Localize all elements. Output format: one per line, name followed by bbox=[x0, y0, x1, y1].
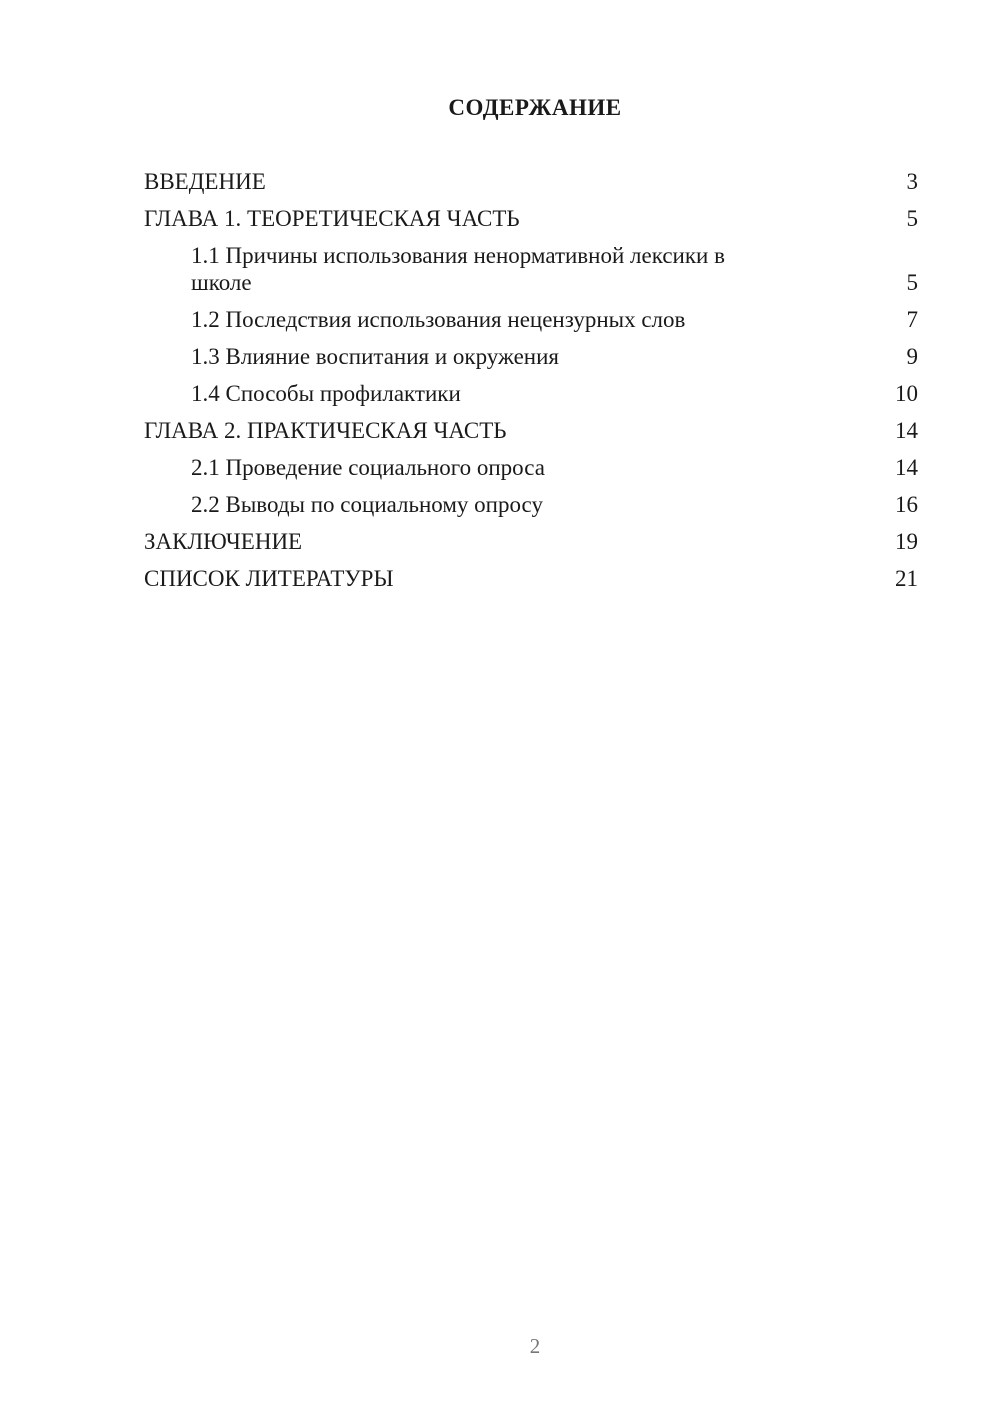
toc-entry-page: 10 bbox=[895, 381, 918, 406]
page-title: СОДЕРЖАНИЕ bbox=[448, 95, 622, 120]
toc-entry-section-2-1[interactable] bbox=[144, 454, 918, 481]
toc-entry-page: 16 bbox=[895, 492, 918, 517]
toc-entry-conclusion[interactable] bbox=[144, 528, 918, 555]
toc-entry-chapter-2[interactable] bbox=[144, 417, 918, 444]
toc-entry-label: 2.2 Выводы по социальному опросу bbox=[191, 492, 543, 517]
toc-entry-label: 1.4 Способы профилактики bbox=[191, 381, 461, 406]
toc-entry-section-1-1[interactable] bbox=[144, 242, 918, 296]
toc-entry-page: 7 bbox=[906, 307, 918, 332]
toc-entry-page: 3 bbox=[906, 169, 918, 194]
toc-entry-page: 21 bbox=[895, 566, 918, 591]
toc-entry-page: 9 bbox=[906, 344, 918, 369]
toc-entry-section-2-2[interactable] bbox=[144, 491, 918, 518]
toc-entry-label: ЗАКЛЮЧЕНИЕ bbox=[144, 529, 303, 554]
toc-entry-page: 5 bbox=[906, 270, 918, 295]
toc-entry-label: 2.1 Проведение социального опроса bbox=[191, 455, 545, 480]
toc-entry-section-1-3[interactable] bbox=[144, 343, 918, 370]
toc-entry-page: 14 bbox=[895, 418, 918, 443]
toc-entry-label: ВВЕДЕНИЕ bbox=[144, 169, 266, 194]
toc-entry-label: ГЛАВА 2. ПРАКТИЧЕСКАЯ ЧАСТЬ bbox=[144, 418, 507, 443]
toc-entry-page: 19 bbox=[895, 529, 918, 554]
toc-entry-label: 1.3 Влияние воспитания и окружения bbox=[191, 344, 559, 369]
toc-entry-label: 1.2 Последствия использования нецензурных слов bbox=[191, 307, 686, 332]
toc-entry-page: 5 bbox=[906, 206, 918, 231]
toc-entry-section-1-2[interactable] bbox=[144, 306, 918, 333]
toc-entry-introduction[interactable] bbox=[144, 168, 918, 195]
toc-entry-label: СПИСОК ЛИТЕРАТУРЫ bbox=[144, 566, 394, 591]
table-of-contents bbox=[144, 168, 918, 602]
toc-entry-page: 14 bbox=[895, 455, 918, 480]
page-number: 2 bbox=[529, 1334, 541, 1358]
toc-entry-label: ГЛАВА 1. ТЕОРЕТИЧЕСКАЯ ЧАСТЬ bbox=[144, 206, 520, 231]
toc-entry-references[interactable] bbox=[144, 565, 918, 592]
toc-entry-label: 1.1 Причины использования ненормативной лексики в школе bbox=[191, 243, 725, 295]
toc-entry-section-1-4[interactable] bbox=[144, 380, 918, 407]
toc-entry-chapter-1[interactable] bbox=[144, 205, 918, 232]
